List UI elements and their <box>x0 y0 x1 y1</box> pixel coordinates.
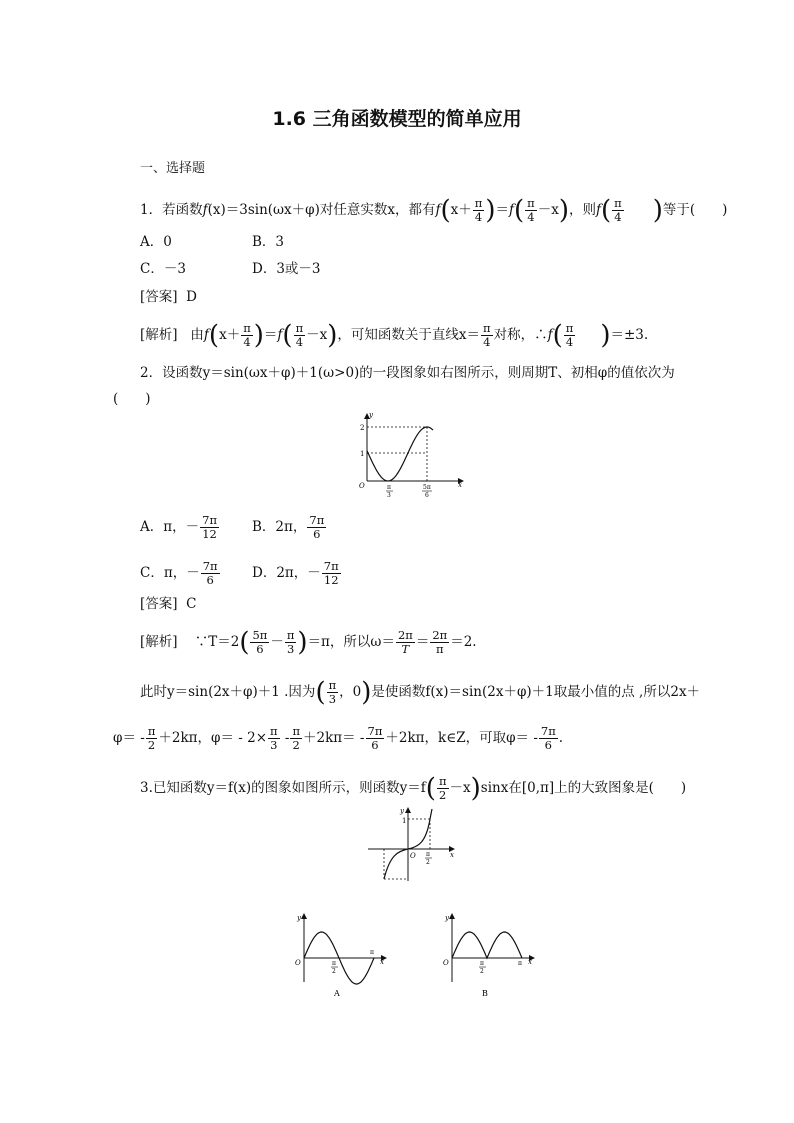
gB-tick-pi: π <box>518 960 522 967</box>
q3-fx-graph <box>364 805 459 885</box>
gA-tick-2: 2 <box>332 968 336 975</box>
page-title: 1.6 三角函数模型的简单应用 <box>272 108 522 130</box>
q1-stem: 1．若函数f(x)＝3sin(ωx＋φ)对任意实数x，都有f(x＋ $\frac{\pi}{4}$ )＝f( $\frac{\pi}{4}$ －x)，则f( $\frac{\pi}{4}$ )等于( ) <box>140 195 728 226</box>
q1-option-c[interactable]: C．－3 <box>140 261 186 277</box>
q2-stem-paren: ( ) <box>113 391 151 407</box>
q2-options-row2 <box>140 560 342 587</box>
gB-y-label: y <box>445 914 449 922</box>
g1-x-label: x <box>458 481 462 489</box>
g1-tick-5pi: 5π <box>423 484 431 491</box>
q2-analysis-line2: 此时y＝sin(2x＋φ)＋1 .因为( $\frac{\pi}{3}$ ，0)是使函数f(x)＝sin(2x＋φ)＋1取最小值的点 ,所以2x＋ <box>140 677 701 708</box>
g2-y-label: y <box>400 807 404 815</box>
gB-origin: O <box>443 959 449 967</box>
gB-label: B <box>482 989 488 998</box>
q2-stem: 2．设函数y＝sin(ωx＋φ)＋1(ω>0)的一段图象如右图所示，则周期T、初相φ的值依次为 <box>140 365 675 381</box>
q2-option-c[interactable]: C．π，－ $\frac{7\pi}{6}$ <box>140 559 218 587</box>
q2-analysis: [解析] ∵T＝2( $\frac{5\pi}{6}$ － $\frac{\pi}{3}$ )＝π，所以ω＝ $\frac{2\pi}{T}$ ＝ $\frac{2\pi}{\pi}$ ＝2. <box>140 627 477 658</box>
gA-x-label: x <box>380 958 384 966</box>
q2-option-d[interactable]: D．2π，－ $\frac{7\pi}{12}$ <box>252 559 339 587</box>
g1-tick-6: 6 <box>425 492 429 498</box>
q2-option-a[interactable]: A．π，－ $\frac{7\pi}{12}$ <box>140 513 217 541</box>
g1-tick-1: 1 <box>360 450 365 458</box>
gA-tick-pi2: π <box>332 960 336 967</box>
gA-y-label: y <box>297 914 301 922</box>
gA-origin: O <box>295 959 301 967</box>
q2-graph <box>345 408 470 498</box>
q1-options-row2 <box>140 260 321 278</box>
q2-options-row1 <box>140 514 327 541</box>
g1-tick-pi: π <box>387 484 391 491</box>
q1-analysis: [解析] 由f(x＋ $\frac{\pi}{4}$ )＝f( $\frac{\pi}{4}$ －x)，可知函数关于直线x＝ $\frac{\pi}{4}$ 对称，∴f( $\frac{\pi}{4}$ )＝±3. <box>140 320 649 351</box>
g1-origin: O <box>359 482 365 490</box>
q1-options-row1 <box>140 233 284 251</box>
q2-answer: [答案] C <box>140 596 197 612</box>
gA-tick-pi: π <box>370 949 374 956</box>
gB-tick-pi2: π <box>480 960 484 967</box>
gB-tick-2: 2 <box>480 968 484 975</box>
g1-tick-2: 2 <box>360 424 365 432</box>
q2-option-b[interactable]: B．2π， $\frac{7\pi}{6}$ <box>252 513 325 541</box>
g2-tick-pi: π <box>426 851 430 858</box>
gA-label: A <box>334 989 340 998</box>
section-heading: 一、选择题 <box>140 161 206 176</box>
gB-x-label: x <box>528 958 532 966</box>
g1-y-label: y <box>369 411 373 419</box>
q3-option-a-graph[interactable] <box>290 910 390 1000</box>
q1-option-a[interactable]: A．0 <box>140 234 172 250</box>
q1-answer: [答案] D <box>140 289 197 305</box>
q1-option-d[interactable]: D．3或－3 <box>252 261 321 277</box>
g2-origin: O <box>410 852 416 860</box>
q3-option-b-graph[interactable] <box>438 910 538 1000</box>
g2-x-label: x <box>450 851 454 859</box>
g1-tick-3: 3 <box>387 492 391 498</box>
q2-analysis-line3: φ＝ - $\frac{\pi}{2}$ ＋2kπ，φ＝ - 2× $\frac{\pi}{3}$ - $\frac{\pi}{2}$ ＋2kπ＝ - $\frac{7\pi}{6}$ ＋2kπ，k∈Z，可取φ＝ - $\frac{7\pi}{6}$ . <box>113 724 564 752</box>
q3-stem: 3.已知函数y＝f(x)的图象如图所示，则函数y＝f( $\frac{\pi}{2}$ －x)sinx在[0,π]上的大致图象是( ) <box>140 773 687 804</box>
g2-tick-1: 1 <box>402 817 407 825</box>
g2-tick-2: 2 <box>426 859 430 866</box>
fraction-pi-4: $\frac{\pi}{4}$ <box>474 196 483 224</box>
q1-option-b[interactable]: B．3 <box>252 234 285 250</box>
